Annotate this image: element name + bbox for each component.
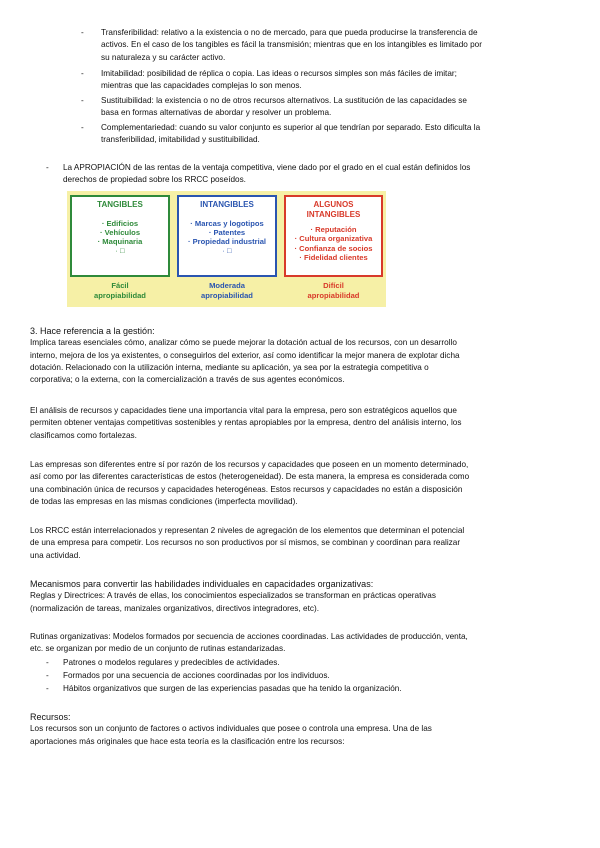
text-line: Reglas y Directrices: A través de ellas, los conocimientos especializados se transforman en prácticas operativas <box>30 591 436 601</box>
algunos-intangibles-box <box>284 195 383 277</box>
recursos-section <box>30 711 570 748</box>
text-line: de todas las empresas en las mismas condiciones (imperfecta movilidad). <box>30 496 298 506</box>
text-line: su naturaleza y su carácter activo. <box>101 52 226 62</box>
text-line: etc. se organizan por medio de un conjunto de rutinas estandarizadas. <box>30 644 286 654</box>
text-line: Sustituibilidad: la existencia o no de otros recursos alternativos. La sustitución de las capacidades se <box>101 96 467 105</box>
text-line: Implica tareas esenciales cómo, analizar cómo se puede mejorar la dotación actual de los recursos, con un desarrollo <box>30 338 457 348</box>
text-line: basa en formas alternativas de abordar y resolver un problema. <box>101 108 332 118</box>
box-item: · Reputación <box>310 225 357 234</box>
section-heading: Recursos: <box>30 712 71 722</box>
text-line: así como por las diferentes características de estos (heterogeneidad). De esta manera, la empresa es considerada como <box>30 472 470 482</box>
text-line: La APROPIACIÓN de las rentas de la ventaja competitiva, viene dado por el grado en el cual están definidos los <box>63 163 471 172</box>
box-title: INTANGIBLES <box>200 200 254 209</box>
box-item: · Maquinaria <box>97 237 143 247</box>
text-line: Las empresas son diferentes entre sí por razón de los recursos y capacidades que poseen en un momento determinado, <box>30 460 469 469</box>
tangibles-box <box>70 195 170 277</box>
text-line: transferibilidad, imitabilidad y sustituibilidad. <box>101 135 260 145</box>
text-line: interno, mejora de los ya existentes, o conseguirlos del exterior, así como identificar la mejor manera de explotar dicha <box>30 350 460 360</box>
intangibles-box <box>177 195 277 277</box>
box-item: · Vehículos <box>99 227 141 237</box>
box-item: · Propiedad industrial <box>187 237 267 247</box>
box-item: · Cultura organizativa <box>294 234 373 244</box>
text-line: una actividad. <box>30 550 81 560</box>
box-item: · Edificios <box>101 218 139 228</box>
mecanismos-section <box>30 578 570 615</box>
box-item: · □ <box>115 246 125 256</box>
apropiabilidad-figure <box>67 191 386 307</box>
box-item: · □ <box>222 246 232 256</box>
text-line: Los recursos son un conjunto de factores o activos individuales que posee o controla una empresa. Una de las <box>30 724 432 734</box>
box-item: · Fidelidad clientes <box>299 252 368 262</box>
text-line: permiten obtener ventajas competitivas sostenibles y rentas apropiables por la empresa, dentro del análisis interno, los <box>30 418 462 428</box>
intangibles-foot: Moderada apropiabilidad <box>201 281 253 300</box>
text-line: Imitabilidad: posibilidad de réplica o copia. Las ideas o recursos simples son más fáciles de imitar; <box>101 69 457 78</box>
box-item: · Marcas y logotipos <box>190 218 264 228</box>
text-line: mientras que las capacidades complejas lo son menos. <box>101 81 302 91</box>
box-title: ALGUNOS INTANGIBLES <box>306 200 361 219</box>
text-line: clasificamos como fortalezas. <box>30 430 137 440</box>
paragraph-empresas <box>30 459 570 508</box>
text-line: Los RRCC están interrelacionados y representan 2 niveles de agregación de los elementos que determinan el potencial <box>30 526 465 535</box>
text-line: una combinación única de recursos y capacidades heterogéneas. Estos recursos y capacidades no están a disposición <box>30 484 463 494</box>
text-line: de una empresa para competir. Los recursos no son productivos por sí mismos, se combinan y coordinan para realizar <box>30 538 461 548</box>
paragraph-analisis <box>30 405 570 442</box>
text-line: derechos de propiedad sobre los RRCC poseídos. <box>63 175 246 185</box>
tangibles-foot: Fácil apropiabilidad <box>94 281 146 300</box>
section-heading: 3. Hace referencia a la gestión: <box>30 326 155 336</box>
text-line: Transferibilidad: relativo a la existencia o no de mercado, para que pueda producirse la transferencia de <box>101 28 478 37</box>
text-line: activos. En el caso de los tangibles es fácil la transmisión; mientras que en los intangibles es limitado por <box>101 40 482 50</box>
box-title: TANGIBLES <box>97 200 143 209</box>
section-3 <box>30 325 570 386</box>
text-line: El análisis de recursos y capacidades tiene una importancia vital para la empresa, pero son estratégicos aquellos que <box>30 406 457 415</box>
text-line: aportaciones más originales que hace esta teoría es la clasificación entre los recursos: <box>30 736 345 746</box>
text-line: dotación. Relacionado con la utilización interna, mediante su aplicación, ya sea por la estrategia competitiva o <box>30 362 429 372</box>
box-item: · Confianza de socios <box>294 243 373 253</box>
text-line: (normalización de tareas, manizales organizativos, directivos integradores, etc). <box>30 603 319 613</box>
rutinas-section <box>30 631 570 656</box>
section-heading: Mecanismos para convertir las habilidades individuales en capacidades organizativas: <box>30 579 374 589</box>
text-line: Complementariedad: cuando su valor conjunto es superior al que tendrían por separado. Esto dificulta la <box>101 123 481 132</box>
text-line: corporativa; o la externa, con la comercialización a través de sus agentes económicos. <box>30 375 345 385</box>
box-item: · Patentes <box>208 227 246 237</box>
algunos-foot: Difícil apropiabilidad <box>307 281 360 300</box>
text-line: Rutinas organizativas: Modelos formados por secuencia de acciones coordinadas. Las actividades de producción, venta, <box>30 632 468 641</box>
paragraph-rrcc <box>30 525 570 562</box>
